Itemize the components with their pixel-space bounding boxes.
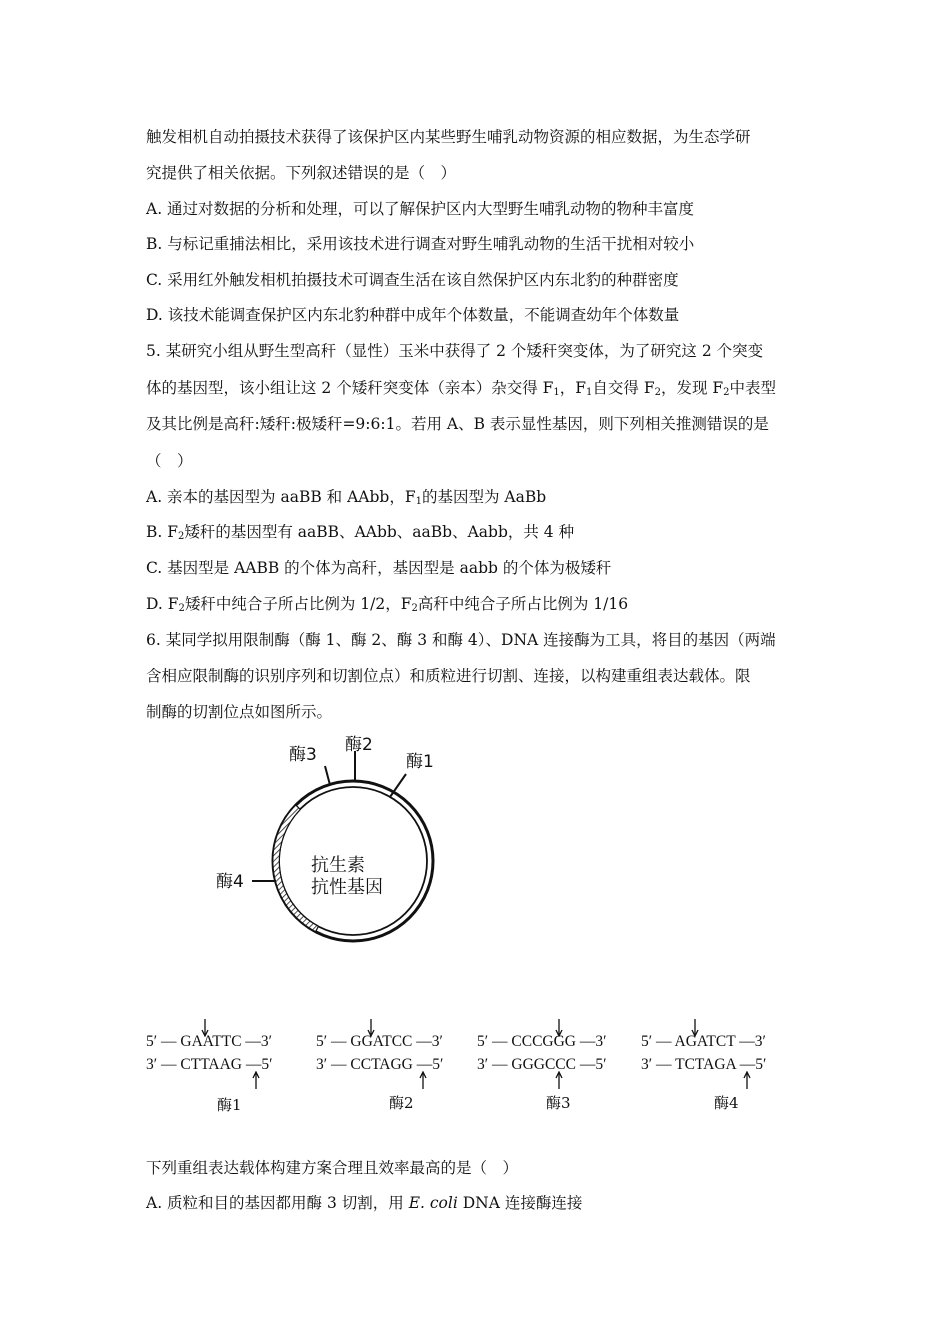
enzyme3-top-strand: 5′ — CCCGGG —3′	[477, 1033, 607, 1050]
enzyme1-bottom-strand: 3′ — CTTAAG —5′	[146, 1056, 273, 1073]
q4-option-c: C. 采用红外触发相机拍摄技术可调查生活在该自然保护区内东北豹的种群密度	[146, 271, 679, 289]
enzyme4-bottom-strand: 3′ — TCTAGA —5′	[641, 1056, 767, 1073]
enzyme4-bottom-cut-arrow	[743, 1071, 751, 1089]
q6-question: 下列重组表达载体构建方案合理且效率最高的是（ ）	[146, 1159, 519, 1177]
enzyme4-top-strand: 5′ — AGATCT —3′	[641, 1033, 766, 1050]
enzyme1-site-label: 酶1	[217, 1096, 242, 1114]
q6-stem-line3: 制酶的切割位点如图所示。	[146, 703, 333, 721]
enzyme1-top-strand: 5′ — GAATTC —3′	[146, 1033, 273, 1050]
gene-label-line1: 抗生素	[311, 855, 365, 876]
enzyme4-site-label: 酶4	[714, 1094, 739, 1112]
q5-option-d: D. $F_2$矮秆中纯合子所占比例为 1/2，$F_2$高秆中纯合子所占比例为 1/16	[146, 595, 629, 614]
q4-option-b: B. 与标记重捕法相比，采用该技术进行调查对野生哺乳动物的生活干扰相对较小	[146, 235, 695, 253]
enzyme2-bottom-strand: 3′ — CCTAGG —5′	[316, 1056, 444, 1073]
gene-label-line2: 抗性基因	[311, 877, 383, 898]
enzyme3-bottom-cut-arrow	[555, 1071, 563, 1089]
enzyme3-site-line	[325, 766, 330, 785]
enzyme3-site-label: 酶3	[546, 1094, 571, 1112]
q5-stem-line4: （ ）	[146, 452, 193, 470]
q4-option-a: A. 通过对数据的分析和处理，可以了解保护区内大型野生哺乳动物的物种丰富度	[146, 200, 695, 218]
q5-stem-line2: 体的基因型，该小组让这 2 个矮秆突变体（亲本）杂交得 $F_1$，$F_1$自交得 $F_2$，发现 $F_2$中表型	[146, 379, 777, 398]
plasmid-diagram	[200, 725, 460, 955]
q5-stem-line3: 及其比例是高秆:矮秆:极矮秆=9:6:1。若用 A、B 表示显性基因，则下列相关推测错误的是	[146, 415, 769, 433]
enzyme2-site-label: 酶2	[389, 1094, 414, 1112]
enzyme3-label: 酶3	[289, 745, 317, 765]
q4-option-d: D. 该技术能调查保护区内东北豹种群中成年个体数量，不能调查幼年个体数量	[146, 306, 680, 324]
q5-option-b: B. $F_2$矮秆的基因型有 aaBB、AAbb、aaBb、Aabb，共 4 种	[146, 523, 575, 542]
q6-stem-line2: 含相应限制酶的识别序列和切割位点）和质粒进行切割、连接，以构建重组表达载体。限	[146, 667, 751, 685]
enzyme2-label: 酶2	[345, 735, 373, 755]
enzyme2-top-strand: 5′ — GGATCC —3′	[316, 1033, 443, 1050]
q5-option-a: A. 亲本的基因型为 aaBB 和 AAbb，$F_1$的基因型为 AaBb	[146, 488, 547, 507]
enzyme3-bottom-strand: 3′ — GGGCCC —5′	[477, 1056, 607, 1073]
q4-stem-line2: 究提供了相关依据。下列叙述错误的是（ ）	[146, 164, 457, 182]
q4-stem-line1: 触发相机自动拍摄技术获得了该保护区内某些野生哺乳动物资源的相应数据，为生态学研	[146, 128, 751, 146]
enzyme2-bottom-cut-arrow	[419, 1071, 427, 1089]
q6-stem-line1: 6. 某同学拟用限制酶（酶 1、酶 2、酶 3 和酶 4）、DNA 连接酶为工具，将目的基因（两端	[146, 631, 776, 649]
q5-stem-line1: 5. 某研究小组从野生型高秆（显性）玉米中获得了 2 个矮秆突变体，为了研究这 2 个突变	[146, 342, 764, 360]
enzyme4-label: 酶4	[216, 872, 244, 892]
q6-option-a: A. 质粒和目的基因都用酶 3 切割，用 E. coli DNA 连接酶连接	[146, 1194, 583, 1212]
enzyme1-label: 酶1	[406, 752, 434, 772]
q5-option-c: C. 基因型是 AABB 的个体为高秆，基因型是 aabb 的个体为极矮秆	[146, 559, 612, 577]
enzyme1-bottom-cut-arrow	[252, 1071, 260, 1089]
